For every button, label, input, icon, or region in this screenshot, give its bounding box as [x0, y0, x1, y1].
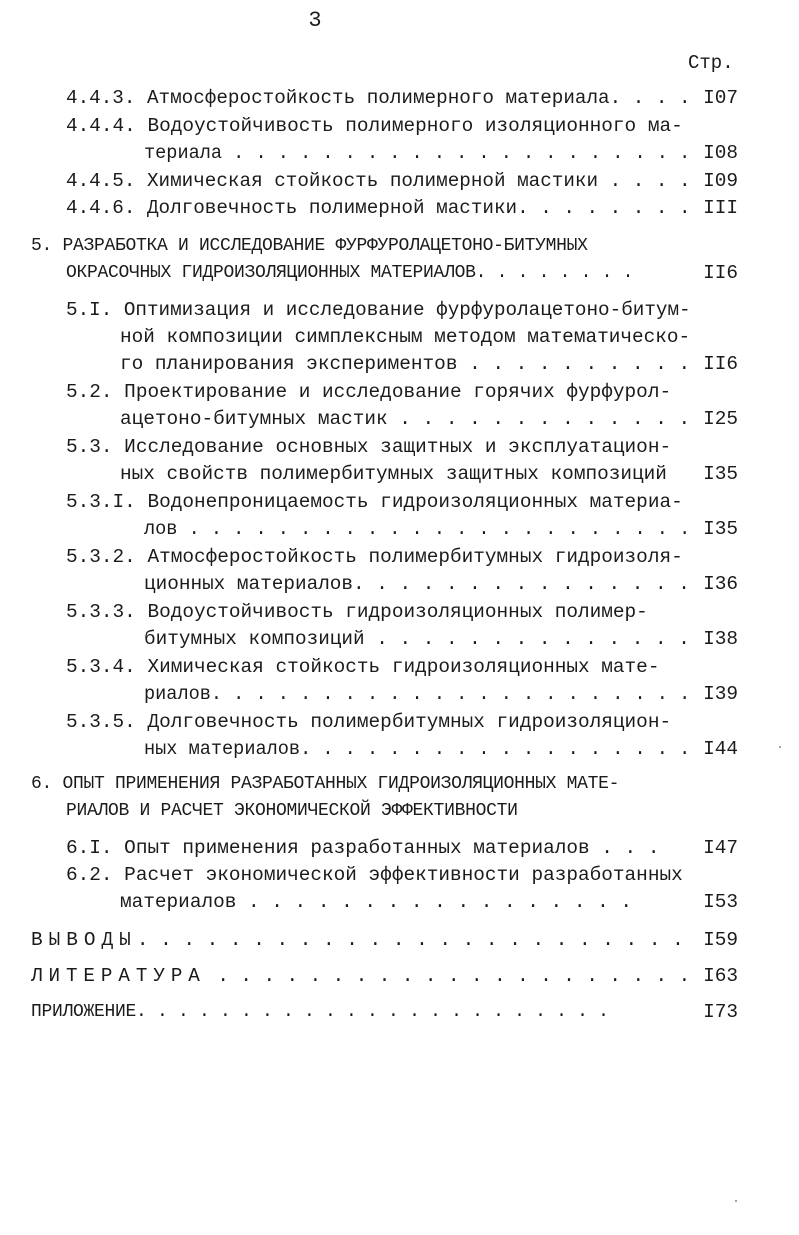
- toc-line: битумных композиций . . . . . . . . . . . . . .: [144, 628, 690, 650]
- toc-line: го планирования экспериментов . . . . . . . . . .: [120, 353, 691, 375]
- toc-page: I59: [703, 929, 738, 951]
- toc-appendix-line: ПРИЛОЖЕНИЕ. . . . . . . . . . . . . . . . . . . . . . .: [31, 1002, 609, 1022]
- toc-page: I47: [703, 837, 738, 859]
- toc-page: I35: [703, 463, 738, 485]
- page-column-header: Стр.: [688, 52, 734, 74]
- toc-chapter-line: 5. РАЗРАБОТКА И ИССЛЕДОВАНИЕ ФУРФУРОЛАЦЕТОНО-БИТУМНЫХ: [31, 236, 588, 256]
- toc-chapter-line: ОКРАСОЧНЫХ ГИДРОИЗОЛЯЦИОННЫХ МАТЕРИАЛОВ. . . . . . . .: [66, 263, 634, 283]
- toc-line: 4.4.6. Долговечность полимерной мастики. . . . . . . .: [66, 197, 691, 219]
- toc-chapter-line: 6. ОПЫТ ПРИМЕНЕНИЯ РАЗРАБОТАННЫХ ГИДРОИЗОЛЯЦИОННЫХ МАТЕ-: [31, 774, 620, 794]
- toc-page: I53: [703, 891, 738, 913]
- toc-page: I07: [703, 87, 738, 109]
- toc-line: 5.2. Проектирование и исследование горячих фурфурол-: [66, 381, 672, 403]
- scan-speck: [779, 746, 781, 748]
- toc-line: 5.3.5. Долговечность полимербитумных гидроизоляцион-: [66, 711, 672, 733]
- toc-line: риалов. . . . . . . . . . . . . . . . . . . . . .: [144, 683, 691, 705]
- toc-line: 5.3.I. Водонепроницаемость гидроизоляционных материа-: [66, 491, 683, 513]
- toc-line: 4.4.4. Водоустойчивость полимерного изоляционного ма-: [66, 115, 683, 137]
- toc-line: териала . . . . . . . . . . . . . . . . . . . . .: [144, 142, 691, 164]
- toc-line: ных материалов. . . . . . . . . . . . . . . . . .: [144, 738, 691, 760]
- toc-line: 5.3. Исследование основных защитных и эксплуатацион-: [66, 436, 672, 458]
- toc-page: I44: [703, 738, 738, 760]
- toc-line: 5.3.4. Химическая стойкость гидроизоляционных мате-: [66, 656, 660, 678]
- toc-line: материалов . . . . . . . . . . . . . . . . .: [120, 891, 632, 913]
- toc-page: III: [703, 197, 738, 219]
- toc-page: I09: [703, 170, 738, 192]
- toc-page: I36: [703, 573, 738, 595]
- toc-page: I25: [703, 408, 738, 430]
- toc-line: ной композиции симплексным методом математическо-: [120, 326, 691, 348]
- toc-line: 4.4.3. Атмосферостойкость полимерного материала. . . .: [66, 87, 691, 109]
- toc-line: ных свойств полимербитумных защитных композиций: [120, 463, 667, 485]
- toc-line: ционных материалов. . . . . . . . . . . . . . .: [144, 573, 690, 595]
- toc-line: 5.3.2. Атмосферостойкость полимербитумных гидроизоля-: [66, 546, 683, 568]
- scan-speck: [735, 1200, 737, 1202]
- toc-line: 6.I. Опыт применения разработанных материалов . . .: [66, 837, 660, 859]
- toc-conclusions-line: ВЫВОДЫ. . . . . . . . . . . . . . . . . . . . . . . .: [31, 929, 684, 951]
- toc-page: I08: [703, 142, 738, 164]
- toc-line: 4.4.5. Химическая стойкость полимерной мастики . . . .: [66, 170, 691, 192]
- toc-references-line: ЛИТЕРАТУРА . . . . . . . . . . . . . . . . . . . . .: [31, 965, 691, 987]
- toc-page: I73: [703, 1001, 738, 1023]
- toc-line: 5.I. Оптимизация и исследование фурфуролацетоно-битум-: [66, 299, 691, 321]
- toc-page: I39: [703, 683, 738, 705]
- toc-line: 6.2. Расчет экономической эффективности разработанных: [66, 864, 683, 886]
- page-number: 3: [308, 8, 322, 33]
- toc-line: лов . . . . . . . . . . . . . . . . . . . . . . .: [144, 518, 691, 540]
- toc-chapter-line: РИАЛОВ И РАСЧЕТ ЭКОНОМИЧЕСКОЙ ЭФФЕКТИВНОСТИ: [66, 801, 518, 821]
- toc-line: 5.3.3. Водоустойчивость гидроизоляционных полимер-: [66, 601, 648, 623]
- toc-page: I38: [703, 628, 738, 650]
- toc-page: I63: [703, 965, 738, 987]
- toc-line: ацетоно-битумных мастик . . . . . . . . . . . . .: [120, 408, 691, 430]
- toc-page: I35: [703, 518, 738, 540]
- toc-page: II6: [703, 262, 738, 284]
- toc-page: II6: [703, 353, 738, 375]
